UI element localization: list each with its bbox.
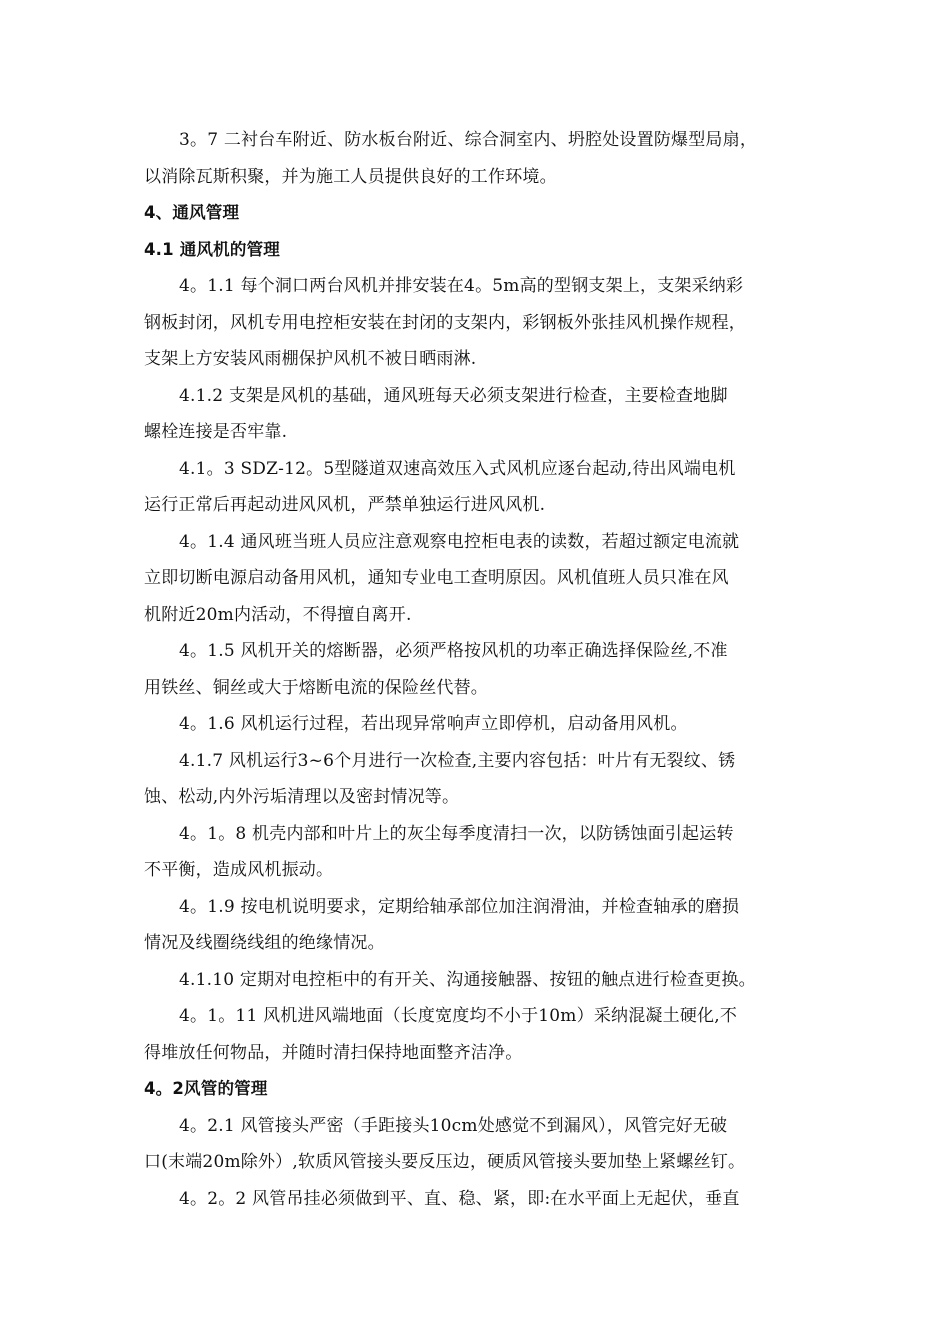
text-line: 4。1.9 按电机说明要求，定期给轴承部位加注润滑油，并检查轴承的磨损 xyxy=(179,896,740,917)
section-heading: 4、通风管理 xyxy=(144,203,240,222)
text-line: 立即切断电源启动备用风机，通知专业电工查明原因。风机值班人员只准在风 xyxy=(144,568,729,588)
text-line: 不平衡，造成风机振动。 xyxy=(144,860,334,880)
text-line: 支架上方安装风雨棚保护风机不被日晒雨淋. xyxy=(144,349,477,369)
text-line: 4。1。11 风机进风端地面（长度宽度均不小于10m）采纳混凝土硬化,不 xyxy=(179,1006,738,1026)
text-line: 3。7 二衬台车附近、防水板台附近、综合洞室内、坍腔处设置防爆型局扇， xyxy=(179,130,758,150)
text-line: 4。1.5 风机开关的熔断器，必须严格按风机的功率正确选择保险丝,不准 xyxy=(179,641,728,661)
text-line: 情况及线圈绕线组的绝缘情况。 xyxy=(144,933,385,953)
text-line: 4.1.2 支架是风机的基础，通风班每天必须支架进行检查，主要检查地脚 xyxy=(179,385,728,406)
text-line: 4.1。3 SDZ-12。5型隧道双速高效压入式风机应逐台起动,待出风端电机 xyxy=(179,458,736,479)
text-line: 蚀、松动,内外污垢清理以及密封情况等。 xyxy=(144,787,460,807)
text-line: 螺栓连接是否牢靠. xyxy=(144,422,288,442)
text-line: 口(末端20m除外）,软质风管接头要反压边，硬质风管接头要加垫上紧螺丝钉。 xyxy=(144,1152,746,1172)
text-line: 4。1.6 风机运行过程，若出现异常响声立即停机，启动备用风机。 xyxy=(179,714,688,734)
text-line: 4.1.7 风机运行3~6个月进行一次检查,主要内容包括：叶片有无裂纹、锈 xyxy=(179,750,736,771)
text-line: 4。1.4 通风班当班人员应注意观察电控柜电表的读数，若超过额定电流就 xyxy=(179,531,740,552)
text-line: 4.1.10 定期对电控柜中的有开关、沟通接触器、按钮的触点进行检查更换。 xyxy=(179,969,756,990)
subsection-heading: 4.1 通风机的管理 xyxy=(144,239,280,259)
text-line: 机附近20m内活动，不得擅自离开. xyxy=(144,604,412,625)
text-line: 4。2。2 风管吊挂必须做到平、直、稳、紧，即:在水平面上无起伏，垂直 xyxy=(179,1188,740,1209)
document-body xyxy=(144,122,834,1217)
text-line: 4。1。8 机壳内部和叶片上的灰尘每季度清扫一次，以防锈蚀面引起运转 xyxy=(179,823,734,844)
text-line: 4。2.1 风管接头严密（手距接头10cm处感觉不到漏风），风管完好无破 xyxy=(179,1115,728,1136)
text-line: 用铁丝、铜丝或大于熔断电流的保险丝代替。 xyxy=(144,677,488,698)
text-line: 以消除瓦斯积聚，并为施工人员提供良好的工作环境。 xyxy=(144,166,557,187)
subsection-heading: 4。2风管的管理 xyxy=(144,1079,268,1098)
text-line: 钢板封闭，风机专用电控柜安装在封闭的支架内，彩钢板外张挂风机操作规程， xyxy=(144,312,746,333)
text-line: 得堆放任何物品，并随时清扫保持地面整齐洁净。 xyxy=(144,1042,523,1063)
text-line: 运行正常后再起动进风风机，严禁单独运行进风风机. xyxy=(144,495,546,515)
text-line: 4。1.1 每个洞口两台风机并排安装在4。5m高的型钢支架上，支架采纳彩 xyxy=(179,276,744,296)
